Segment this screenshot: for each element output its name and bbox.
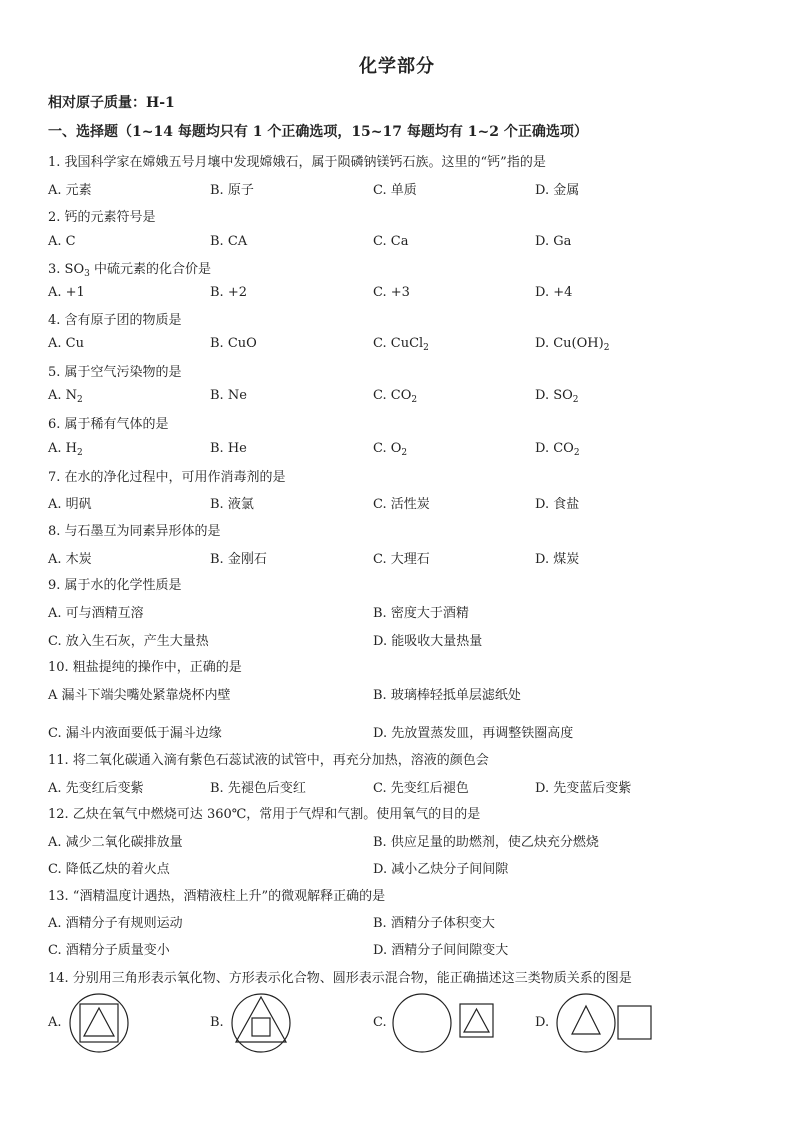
question-13-option-b: B. 酒精分子体积变大: [373, 916, 495, 931]
question-2-option-c: C. Ca: [373, 234, 409, 249]
question-7-option-a: A. 明矾: [48, 497, 92, 512]
atomic-mass-line: 相对原子质量：H-1: [48, 95, 175, 111]
question-11-option-d: D. 先变蓝后变紫: [535, 781, 632, 796]
question-3-option-a: A. +1: [48, 285, 85, 300]
question-12-stem: 12. 乙炔在氧气中燃烧可达 360℃，常用于气焊和气割。使用氧气的目的是: [48, 807, 481, 822]
question-8-option-a: A. 木炭: [48, 552, 92, 567]
circle-shape: [232, 994, 290, 1052]
question-4-stem: 4. 含有原子团的物质是: [48, 313, 182, 328]
question-6-option-b: B. He: [210, 441, 247, 456]
question-12-option-c: C. 降低乙炔的着火点: [48, 862, 170, 877]
question-8-option-b: B. 金刚石: [210, 552, 267, 567]
question-1-option-c: C. 单质: [373, 183, 417, 198]
question-11-stem: 11. 将二氧化碳通入滴有紫色石蕊试液的试管中，再充分加热，溶液的颜色会: [48, 753, 489, 768]
question-9-option-c: C. 放入生石灰，产生大量热: [48, 634, 209, 649]
question-3-option-c: C. +3: [373, 285, 410, 300]
question-4-option-d: D. $Cu(OH)_2$: [535, 336, 610, 353]
question-2-option-a: A. C: [48, 234, 76, 249]
question-3-option-d: D. +4: [535, 285, 573, 300]
question-12-option-d: D. 减小乙炔分子间间隙: [373, 862, 509, 877]
question-13-stem: 13. “酒精温度计遇热，酒精液柱上升”的微观解释正确的是: [48, 889, 386, 904]
question-1-option-d: D. 金属: [535, 183, 580, 198]
triangle-shape: [84, 1008, 114, 1036]
question-13-option-d: D. 酒精分子间间隙变大: [373, 943, 509, 958]
question-12-option-a: A. 减少二氧化碳排放量: [48, 835, 183, 850]
question-7-option-b: B. 液氯: [210, 497, 254, 512]
question-6-stem: 6. 属于稀有气体的是: [48, 417, 169, 432]
question-2-option-d: D. Ga: [535, 234, 572, 249]
question-1-option-b: B. 原子: [210, 183, 254, 198]
question-9-stem: 9. 属于水的化学性质是: [48, 578, 182, 593]
question-13-option-a: A. 酒精分子有规则运动: [48, 916, 183, 931]
question-14-option-a: A.: [48, 1015, 62, 1030]
question-10-option-a: A 漏斗下端尖嘴处紧靠烧杯内壁: [48, 688, 231, 703]
circle-shape: [393, 994, 451, 1052]
question-4-option-b: B. CuO: [210, 336, 257, 351]
triangle-shape: [572, 1006, 600, 1034]
question-14-option-d: D.: [535, 1015, 550, 1030]
question-4-option-c: C. CuCl$_2$: [373, 336, 429, 353]
question-1-stem: 1. 我国科学家在嫦娥五号月壤中发现嫦娥石，属于陨磷钠镁钙石族。这里的“钙”指的是: [48, 155, 546, 170]
question-1-option-a: A. 元素: [48, 183, 92, 198]
question-14-option-b: B.: [210, 1015, 224, 1030]
question-5-option-a: A. $N_2$: [48, 388, 83, 405]
question-13-option-c: C. 酒精分子质量变小: [48, 943, 170, 958]
question-7-stem: 7. 在水的净化过程中，可用作消毒剂的是: [48, 470, 286, 485]
question-7-option-c: C. 活性炭: [373, 497, 430, 512]
question-8-stem: 8. 与石墨互为同素异形体的是: [48, 524, 221, 539]
question-3-option-b: B. +2: [210, 285, 247, 300]
question-5-option-b: B. Ne: [210, 388, 247, 403]
question-10-option-b: B. 玻璃棒轻抵单层滤纸处: [373, 688, 521, 703]
question-9-option-d: D. 能吸收大量热量: [373, 634, 483, 649]
question-5-option-c: C. $CO_2$: [373, 388, 418, 405]
venn-diagram-c: [392, 992, 497, 1054]
question-2-option-b: B. CA: [210, 234, 248, 249]
question-8-option-d: D. 煤炭: [535, 552, 580, 567]
venn-diagram-b: [230, 992, 292, 1054]
question-6-option-a: A. $H_2$: [48, 441, 83, 458]
square-shape: [252, 1018, 270, 1036]
question-14-option-c: C.: [373, 1015, 387, 1030]
circle-shape: [70, 994, 128, 1052]
triangle-shape: [464, 1009, 489, 1032]
question-10-stem: 10. 粗盐提纯的操作中，正确的是: [48, 660, 242, 675]
question-8-option-c: C. 大理石: [373, 552, 430, 567]
page-title: 化学部分: [359, 56, 435, 77]
question-10-option-d: D. 先放置蒸发皿，再调整铁圈高度: [373, 726, 574, 741]
venn-diagram-a: [68, 992, 130, 1054]
question-11-option-b: B. 先褪色后变红: [210, 781, 306, 796]
question-12-option-b: B. 供应足量的助燃剂，使乙炔充分燃烧: [373, 835, 599, 850]
question-7-option-d: D. 食盐: [535, 497, 580, 512]
question-6-option-d: D. $CO_2$: [535, 441, 580, 458]
question-6-option-c: C. $O_2$: [373, 441, 408, 458]
question-5-option-d: D. $SO_2$: [535, 388, 579, 405]
square-shape: [618, 1006, 651, 1039]
question-10-option-c: C. 漏斗内液面要低于漏斗边缘: [48, 726, 222, 741]
question-11-option-a: A. 先变红后变紫: [48, 781, 144, 796]
section-heading: 一、选择题（1~14 每题均只有 1 个正确选项，15~17 每题均有 1~2 个正确选项）: [48, 124, 588, 140]
question-9-option-b: B. 密度大于酒精: [373, 606, 469, 621]
triangle-shape: [236, 997, 286, 1042]
circle-shape: [557, 994, 615, 1052]
venn-diagram-d: [555, 992, 655, 1054]
question-3-stem: 3. $SO_3$ 中硫元素的化合价是: [48, 262, 211, 279]
question-2-stem: 2. 钙的元素符号是: [48, 210, 156, 225]
question-4-option-a: A. Cu: [48, 336, 84, 351]
question-14-stem: 14. 分别用三角形表示氧化物、方形表示化合物、圆形表示混合物，能正确描述这三类物质关系的图是: [48, 971, 632, 986]
question-9-option-a: A. 可与酒精互溶: [48, 606, 144, 621]
question-11-option-c: C. 先变红后褪色: [373, 781, 469, 796]
question-5-stem: 5. 属于空气污染物的是: [48, 365, 182, 380]
